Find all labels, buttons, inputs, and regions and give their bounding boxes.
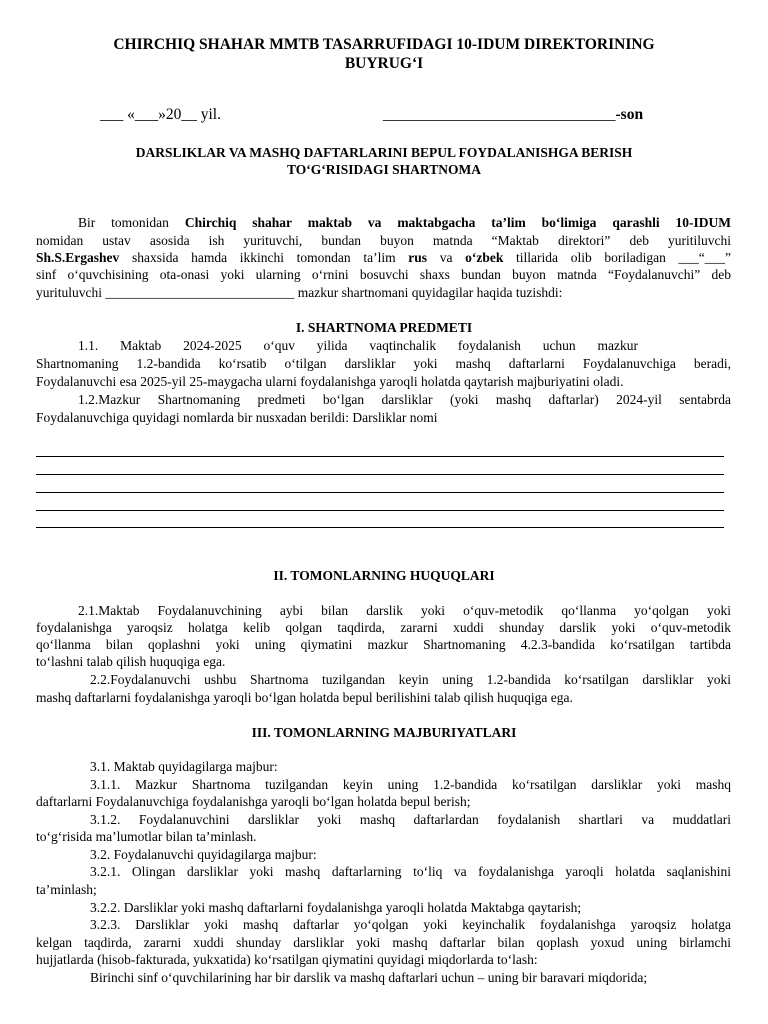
order-title-line2: BUYRUG‘I	[344, 55, 424, 72]
doc-title-line2: TO‘G‘RISIDAGI SHARTNOMA	[287, 162, 481, 177]
intro-line-4: sinf o‘quvchisining ota-onasi yoki ularning o‘rnini bosuvchi shaxs bundan buyon matnda “Foydalanuvchi” deb	[36, 267, 731, 282]
textbook-blank-line-1[interactable]	[36, 456, 724, 457]
clause-1-1-line3: Foydalanuvchi esa 2025-yil 25-maygacha ularni foydalanishga yaroqli holatda qaytarish majburiyatini oladi.	[36, 374, 624, 389]
intro-text: shaxsida hamda ikkinchi tomondan ta’lim	[119, 250, 409, 265]
clause-2-1-line2: foydalanishga yaroqsiz holatga kelib qolgan taqdirda, zararni xuddi shunday darslik yoki o‘quv-metodik	[36, 620, 731, 635]
intro-text: va	[427, 250, 466, 265]
clause-1-2-line2: Foydalanuvchiga quyidagi nomlarda bir nusxadan berildi: Darsliklar nomi	[36, 410, 438, 425]
intro-text: tillarida olib boriladigan ___“___”	[503, 250, 732, 265]
clause-3-1-2-line2: to‘g‘risida ma’lumotlar bilan ta’minlash.	[36, 829, 257, 844]
clause-2-2-line2: mashq daftarlarni foydalanishga yaroqli bo‘lgan holatda bepul berilishini talab qilish huquqiga ega.	[36, 690, 573, 705]
order-number-blank: ______________________________	[383, 106, 616, 123]
order-title-line1: CHIRCHIQ SHAHAR MMTB TASARRUFIDAGI 10-IDUM DIREKTORINING	[113, 36, 655, 53]
textbook-blank-line-4[interactable]	[36, 510, 724, 511]
section-3-heading: III. TOMONLARNING MAJBURIYATLARI	[251, 725, 517, 740]
clause-2-1-line1: 2.1.Maktab Foydalanuvchining aybi bilan darslik yoki o‘quv-metodik qo‘llanma yo‘qolgan yoki	[78, 603, 731, 618]
clause-3-2-1-line1: 3.2.1. Olingan darsliklar yoki mashq daftarlarning to‘liq va foydalanishga yaroqli holatda saqlanishini	[90, 864, 731, 879]
clause-3-2-2: 3.2.2. Darsliklar yoki mashq daftarlarni foydalanishga yaroqli holatda Maktabga qaytarish;	[90, 900, 582, 915]
clause-2-1-line4: to‘lashni talab qilish huquqiga ega.	[36, 654, 226, 669]
textbook-blank-line-3[interactable]	[36, 492, 724, 493]
language-rus: rus	[408, 250, 428, 265]
clause-1-1-line2: Shartnomaning 1.2-bandida ko‘rsatib o‘tilgan darsliklar yoki mashq daftarlarni Foydalanuvchiga beradi,	[36, 356, 731, 371]
clause-3-2-3-line2: kelgan taqdirda, zararni xuddi shunday darsliklar yoki mashq daftarlar bilan qoplash yoxud uning birlamchi	[36, 935, 731, 950]
clause-1-1-line1: 1.1. Maktab 2024-2025 o‘quv yilida vaqtinchalik foydalanish uchun mazkur	[78, 338, 638, 353]
clause-3-1: 3.1. Maktab quyidagilarga majbur:	[90, 759, 278, 774]
textbook-blank-line-5[interactable]	[36, 527, 724, 528]
clause-2-1-line3: qo‘llanma bilan qoplashni yoki uning qiymatini mazkur Shartnomaning 4.2.3-bandida ko‘rsatilgan tartibda	[36, 637, 731, 652]
section-2-heading: II. TOMONLARNING HUQUQLARI	[273, 568, 495, 583]
doc-title-line1: DARSLIKLAR VA MASHQ DAFTARLARINI BEPUL FOYDALANISHGA BERISH	[135, 145, 633, 160]
intro-line-2: nomidan ustav asosida ish yurituvchi, bundan buyon matnda “Maktab direktori” deb yuritiluvchi	[36, 233, 731, 248]
director-name: Sh.S.Ergashev	[36, 250, 120, 265]
clause-3-2-1-line2: ta’minlash;	[36, 882, 97, 897]
clause-3-1-1-line2: daftarlarni Foydalanuvchiga foydalanishga yaroqli bo‘lgan holatda bepul berish;	[36, 794, 471, 809]
language-uzbek: o‘zbek	[465, 250, 504, 265]
clause-1-2-line1: 1.2.Mazkur Shartnomaning predmeti bo‘lgan darsliklar (yoki mashq daftarlar) 2024-yil sentabrda	[78, 392, 731, 407]
intro-line-5: yurituluvchi ____________________________ mazkur shartnomani quyidagilar haqida tuzishdi:	[36, 285, 563, 300]
clause-2-2-line1: 2.2.Foydalanuvchi ushbu Shartnoma tuzilgandan keyin uning 1.2-bandida ko‘rsatilgan darsliklar yoki	[90, 672, 731, 687]
intro-line-3	[36, 249, 731, 266]
clause-3-1-2-line1: 3.1.2. Foydalanuvchini darsliklar yoki mashq daftarlardan foydalanish shartlari va muddatlari	[90, 812, 731, 827]
section-1-heading: I. SHARTNOMA PREDMETI	[295, 320, 473, 335]
order-number-suffix: -son	[615, 106, 644, 123]
clause-3-2: 3.2. Foydalanuvchi quyidagilarga majbur:	[90, 847, 317, 862]
intro-line-1	[78, 214, 731, 231]
textbook-blank-line-2[interactable]	[36, 474, 724, 475]
clause-first-grade: Birinchi sinf o‘quvchilarining har bir darslik va mashq daftarlari uchun – uning bir baravari miqdorida;	[90, 970, 648, 985]
clause-3-2-3-line3: hujjatlarda (hisob-fakturada, yukxatida) ko‘rsatilgan qiymatini quyidagi miqdorlarda to‘lash:	[36, 952, 538, 967]
order-date: ___ «___»20__ yil.	[100, 106, 221, 123]
order-number	[383, 106, 643, 123]
intro-text: Bir tomonidan	[78, 215, 185, 230]
school-name: Chirchiq shahar maktab va maktabgacha ta’lim bo‘limiga qarashli 10-IDUM	[184, 215, 731, 230]
clause-3-2-3-line1: 3.2.3. Darsliklar yoki mashq daftarlar yo‘qolgan yoki keyinchalik foydalanishga yaroqsiz holatga	[90, 917, 731, 932]
clause-3-1-1-line1: 3.1.1. Mazkur Shartnoma tuzilgandan keyin uning 1.2-bandida ko‘rsatilgan darsliklar yoki mashq	[90, 777, 731, 792]
